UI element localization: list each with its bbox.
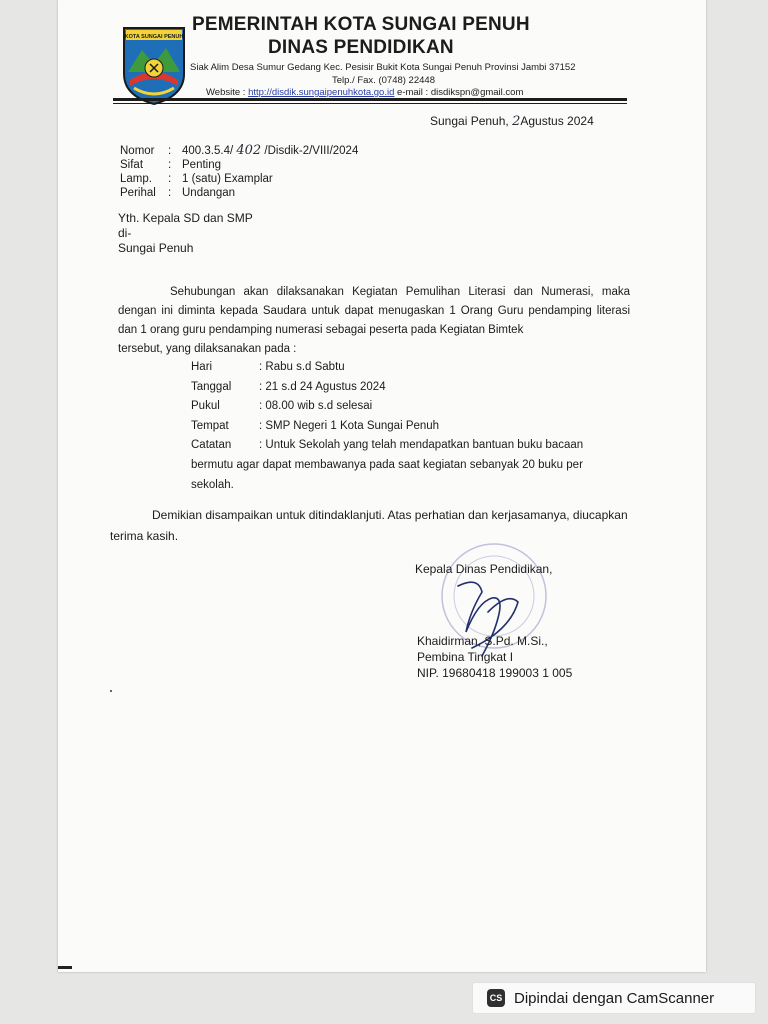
agency-email: e-mail : disdikspn@gmail.com bbox=[397, 87, 524, 98]
signatory-title: Kepala Dinas Pendidikan, bbox=[415, 562, 553, 576]
letter-metadata bbox=[120, 144, 358, 200]
watermark-text: Dipindai dengan CamScanner bbox=[514, 989, 715, 1007]
letter-date: Sungai Penuh, 2Agustus 2024 bbox=[430, 114, 594, 129]
signatory-details bbox=[417, 633, 572, 681]
website-label: Website : bbox=[206, 87, 249, 98]
signatory-rank: Pembina Tingkat I bbox=[417, 650, 514, 664]
website-link[interactable]: http://disdik.sungaipenuhkota.go.id bbox=[248, 87, 395, 98]
signatory-nip: NIP. 19680418 199003 1 005 bbox=[417, 666, 573, 680]
catatan-row: Catatan : Untuk Sekolah yang telah mendapatkan bantuan buku bacaan bbox=[191, 439, 584, 452]
hari-row: Hari : Rabu s.d Sabtu bbox=[191, 361, 345, 373]
recipient-block: Yth. Kepala SD dan SMP di- Sungai Penuh bbox=[118, 211, 253, 255]
agency-phone: Telp./ Fax. (0748) 22448 bbox=[332, 75, 435, 86]
nomor-row: Nomor : 400.3.5.4/ 402 /Disdik-2/VIII/2024 bbox=[120, 143, 359, 158]
tempat-row: Tempat : SMP Negeri 1 Kota Sungai Penuh bbox=[191, 419, 440, 432]
handwritten-day: 2 bbox=[512, 114, 521, 129]
agency-website-line bbox=[206, 87, 523, 98]
tanggal-row: Tanggal : 21 s.d 24 Agustus 2024 bbox=[191, 380, 386, 393]
pukul-row: Pukul : 08.00 wib s.d selesai bbox=[191, 400, 373, 413]
catatan-continuation-2: sekolah. bbox=[191, 478, 234, 491]
agency-name: DINAS PENDIDIKAN bbox=[268, 37, 454, 58]
government-name: PEMERINTAH KOTA SUNGAI PENUH bbox=[192, 14, 530, 35]
page-corner-mark bbox=[58, 966, 72, 969]
closing-paragraph: Demikian disampaikan untuk ditindaklanjuti. Atas perhatian dan kerjasamanya, diucapkan terima kasih. bbox=[110, 508, 628, 543]
catatan-continuation: bermutu agar dapat membawanya pada saat kegiatan sebanyak 20 buku per bbox=[191, 458, 583, 471]
handwritten-number: 402 bbox=[236, 143, 262, 158]
svg-text:KOTA SUNGAI PENUH: KOTA SUNGAI PENUH bbox=[124, 34, 184, 40]
camscanner-icon: CS bbox=[487, 989, 505, 1007]
lamp-row: Lamp. : 1 (satu) Examplar bbox=[120, 173, 273, 185]
letterhead-rule-thick bbox=[113, 98, 627, 101]
perihal-row: Perihal : Undangan bbox=[120, 187, 236, 199]
body-paragraph: Sehubungan akan dilaksanakan Kegiatan Pemulihan Literasi dan Numerasi, maka dengan ini diminta kepada Saudara untuk dapat menugaskan 1 Orang Guru pendamping literasi dan 1 orang guru pendamping numerasi sebagai peserta pada Kegiatan Bimtek tersebut, yang dilaksanakan pada : bbox=[118, 286, 630, 355]
letterhead-rule-thin bbox=[113, 103, 627, 104]
sifat-row: Sifat : Penting bbox=[120, 159, 222, 171]
agency-address: Siak Alim Desa Sumur Gedang Kec. Pesisir Bukit Kota Sungai Penuh Provinsi Jambi 37152 bbox=[190, 62, 576, 73]
stray-mark bbox=[110, 690, 112, 692]
signatory-name: Khaidirman, S.Pd. M.Si., bbox=[417, 634, 548, 648]
camscanner-watermark bbox=[472, 982, 756, 1014]
city-emblem-logo bbox=[120, 24, 188, 106]
event-details bbox=[191, 358, 631, 495]
